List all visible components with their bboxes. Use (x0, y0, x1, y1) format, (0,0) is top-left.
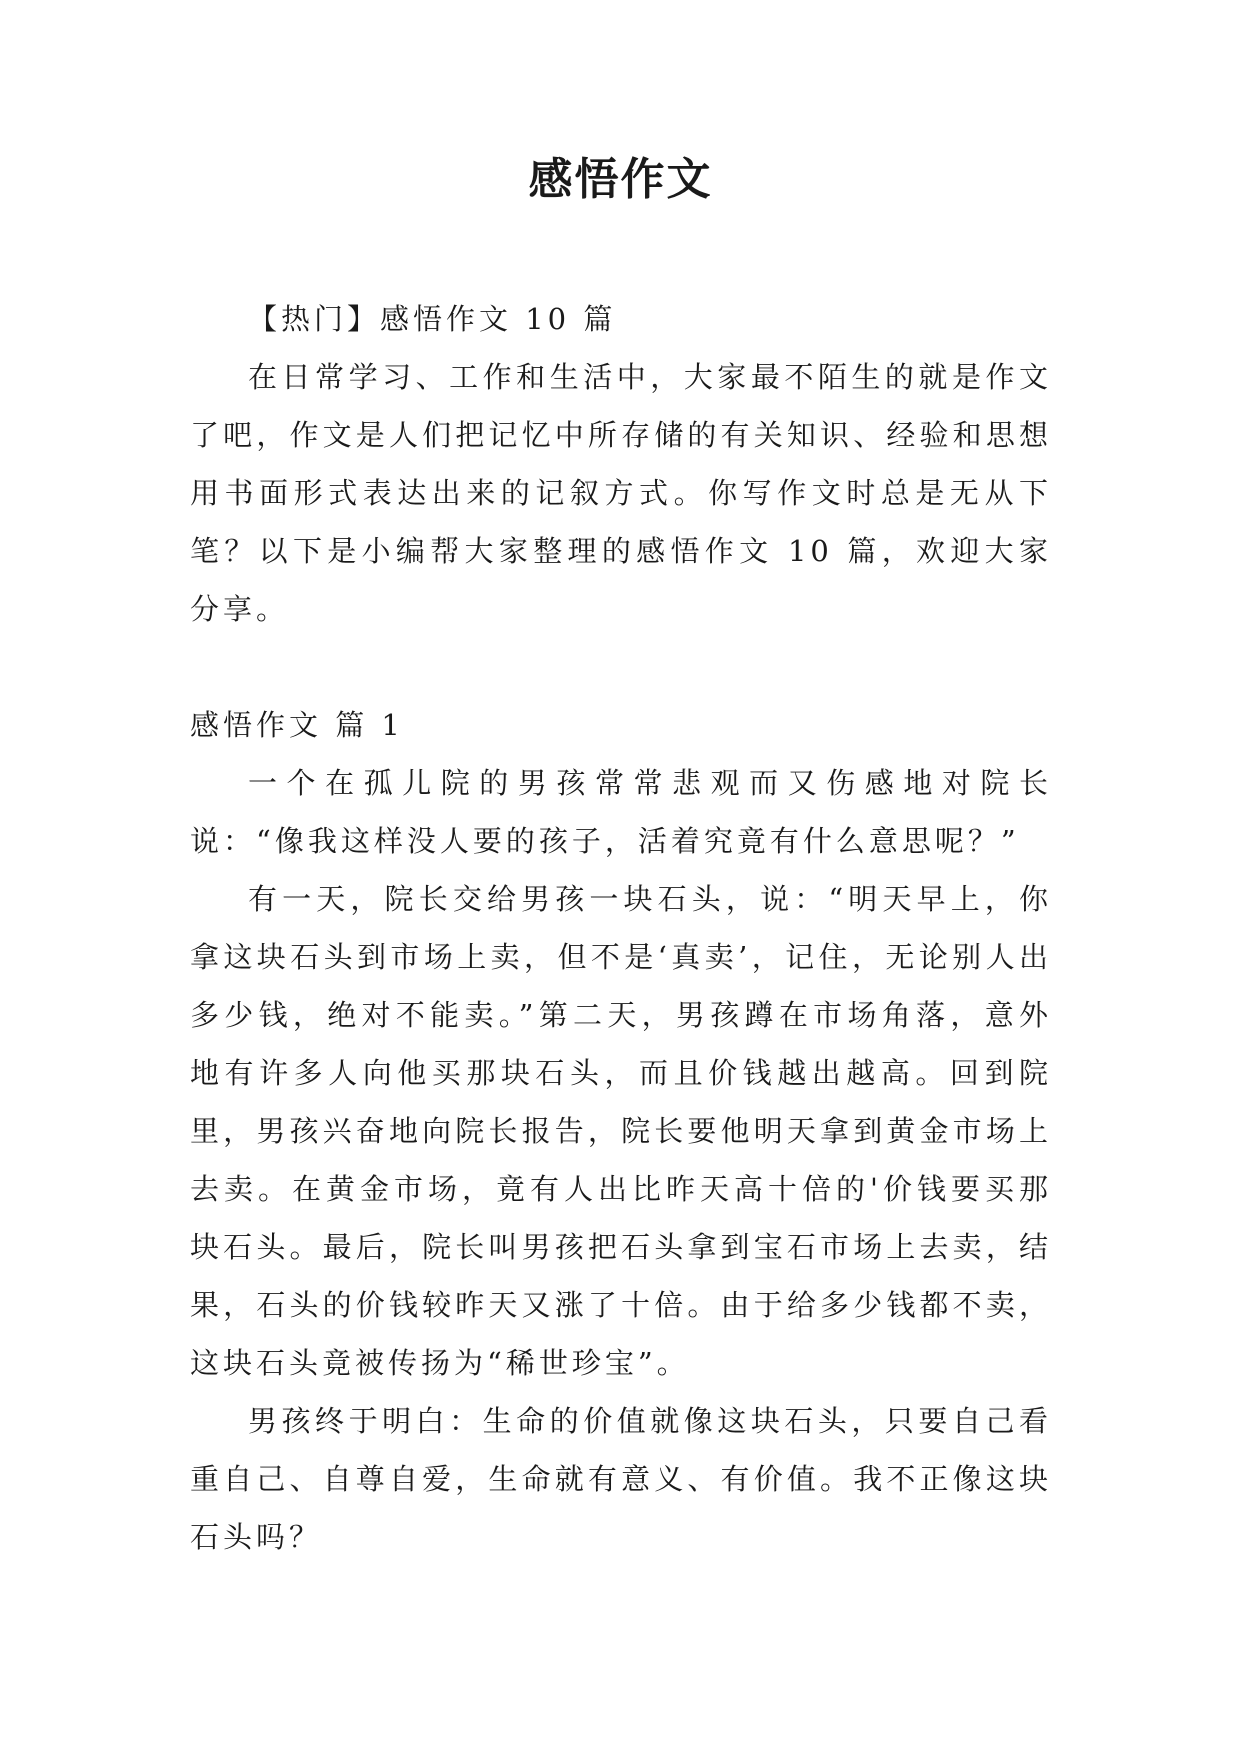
section-heading: 感悟作文 篇 1 (190, 708, 404, 742)
body-paragraph: 有一天，院长交给男孩一块石头，说：“明天早上，你拿这块石头到市场上卖，但不是‘真卖’，记住，无论别人出多少钱，绝对不能卖。”第二天，男孩蹲在市场角落，意外地有许多人向他买那块石头，而且价钱越出越高。回到院里，男孩兴奋地向院长报告，院长要他明天拿到黄金市场上去卖。在黄金市场，竟有人出比昨天高十倍的'价钱要买那块石头。最后，院长叫男孩把石头拿到宝石市场上去卖，结果，石头的价钱较昨天又涨了十倍。由于给多少钱都不卖，这块石头竟被传扬为“稀世珍宝”。 (190, 882, 1052, 1380)
intro-paragraph: 在日常学习、工作和生活中，大家最不陌生的就是作文了吧，作文是人们把记忆中所存储的有关知识、经验和思想用书面形式表达出来的记叙方式。你写作文时总是无从下笔？以下是小编帮大家整理的感悟作文 10 篇，欢迎大家分享。 (190, 360, 1052, 626)
document-body (190, 290, 1052, 1566)
body-paragraph: 一个在孤儿院的男孩常常悲观而又伤感地对院长说：“像我这样没人要的孩子，活着究竟有什么意思呢？” (190, 766, 1052, 858)
document-title: 感悟作文 (528, 154, 713, 205)
body-paragraph: 男孩终于明白：生命的价值就像这块石头，只要自己看重自己、自尊自爱，生命就有意义、有价值。我不正像这块石头吗？ (190, 1404, 1052, 1554)
intro-heading: 【热门】感悟作文 10 篇 (248, 302, 617, 336)
